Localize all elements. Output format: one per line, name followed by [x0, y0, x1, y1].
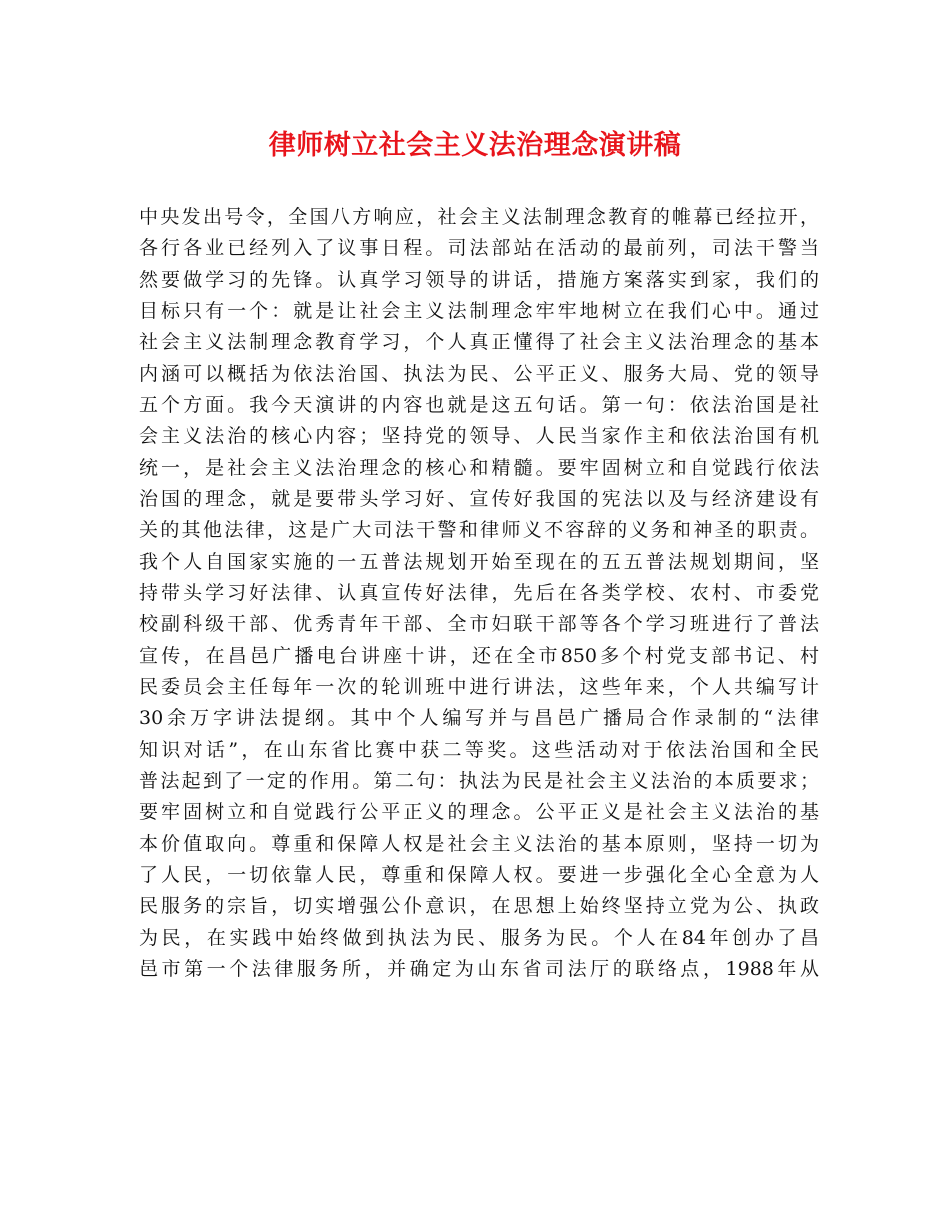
body-line: 邑市第一个法律服务所，并确定为山东省司法厅的联络点，1988年从 — [139, 957, 819, 980]
body-line: 普法起到了一定的作用。第二句：执法为民是社会主义法治的本质要求； — [139, 769, 819, 792]
body-line: 五个方面。我今天演讲的内容也就是这五句话。第一句：依法治国是社 — [139, 393, 819, 416]
body-line: 关的其他法律，这是广大司法干警和律师义不容辞的义务和神圣的职责。 — [139, 519, 819, 542]
body-line: 了人民，一切依靠人民，尊重和保障人权。要进一步强化全心全意为人 — [139, 863, 819, 886]
body-line: 本价值取向。尊重和保障人权是社会主义法治的基本原则，坚持一切为 — [139, 832, 819, 855]
body-line: 为民，在实践中始终做到执法为民、服务为民。个人在84年创办了昌 — [139, 926, 819, 949]
body-line: 知识对话”，在山东省比赛中获二等奖。这些活动对于依法治国和全民 — [139, 738, 819, 761]
body-line: 然要做学习的先锋。认真学习领导的讲话，措施方案落实到家，我们的 — [139, 268, 819, 291]
body-line: 中央发出号令，全国八方响应，社会主义法制理念教育的帷幕已经拉开， — [139, 206, 819, 228]
body-line: 治国的理念，就是要带头学习好、宣传好我国的宪法以及与经济建设有 — [139, 487, 819, 510]
body-line: 民委员会主任每年一次的轮训班中进行讲法，这些年来，个人共编写计 — [139, 675, 819, 698]
body-line: 宣传，在昌邑广播电台讲座十讲，还在全市850多个村党支部书记、村 — [139, 644, 819, 667]
body-line: 我个人自国家实施的一五普法规划开始至现在的五五普法规划期间，坚 — [139, 550, 819, 573]
body-line: 民服务的宗旨，切实增强公仆意识，在思想上始终坚持立党为公、执政 — [139, 895, 819, 918]
body-line: 统一，是社会主义法治理念的核心和精髓。要牢固树立和自觉践行依法 — [139, 456, 819, 479]
body-line: 目标只有一个：就是让社会主义法制理念牢牢地树立在我们心中。通过 — [139, 299, 819, 322]
document-title: 律师树立社会主义法治理念演讲稿 — [268, 130, 682, 161]
body-line: 内涵可以概括为依法治国、执法为民、公平正义、服务大局、党的领导 — [139, 362, 819, 385]
body-line: 校副科级干部、优秀青年干部、全市妇联干部等各个学习班进行了普法 — [139, 613, 819, 636]
body-line: 社会主义法制理念教育学习，个人真正懂得了社会主义法治理念的基本 — [139, 331, 819, 354]
body-line: 持带头学习好法律、认真宣传好法律，先后在各类学校、农村、市委党 — [139, 581, 819, 604]
body-line: 要牢固树立和自觉践行公平正义的理念。公平正义是社会主义法治的基 — [139, 801, 819, 824]
document-body — [139, 202, 819, 985]
body-line: 30余万字讲法提纲。其中个人编写并与昌邑广播局合作录制的“法律 — [139, 707, 819, 730]
body-line: 会主义法治的核心内容；坚持党的领导、人民当家作主和依法治国有机 — [139, 425, 819, 448]
body-line: 各行各业已经列入了议事日程。司法部站在活动的最前列，司法干警当 — [139, 237, 819, 260]
